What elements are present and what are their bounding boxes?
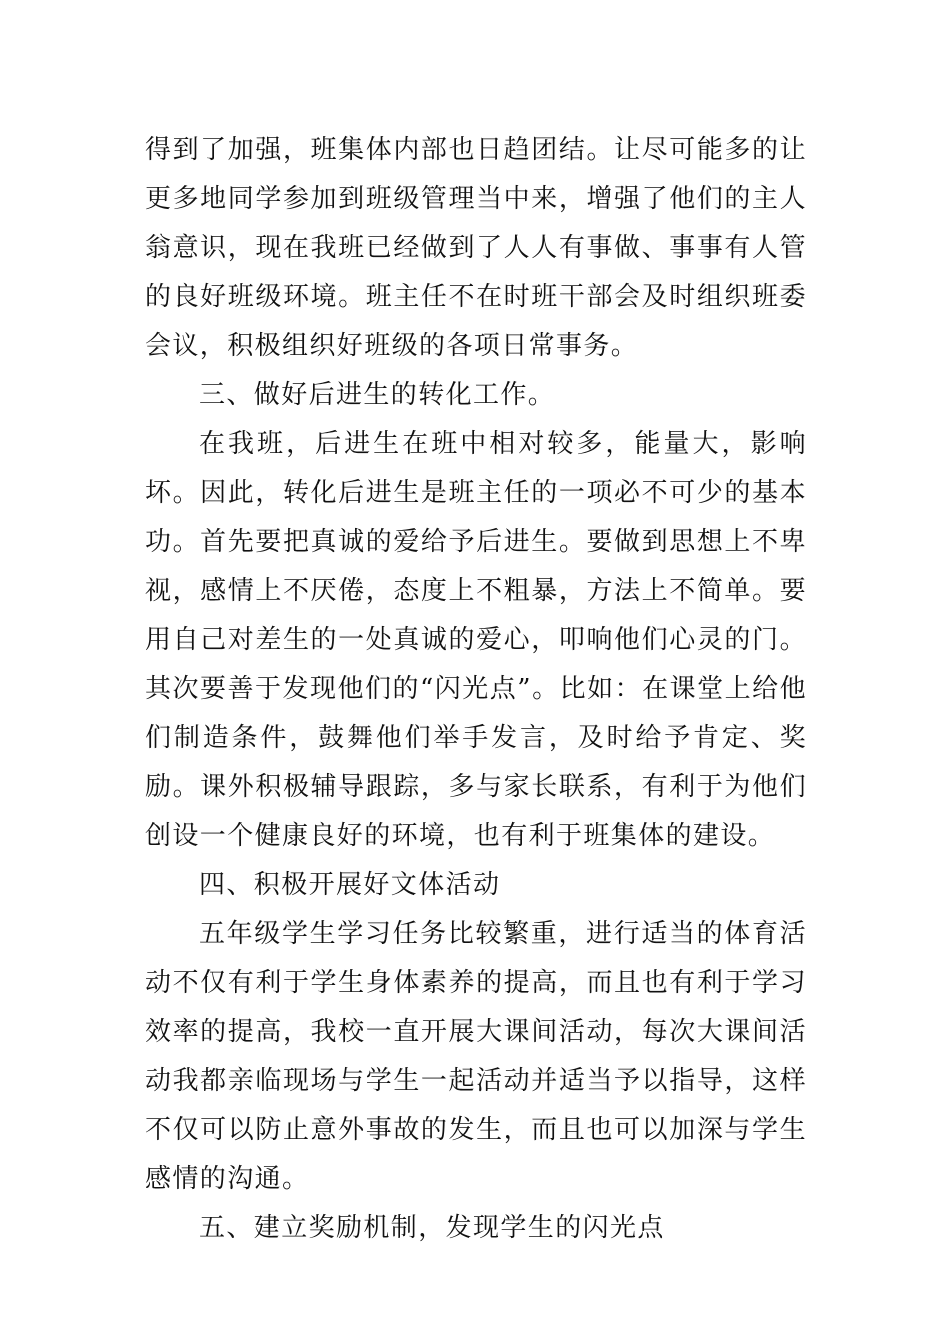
section-heading-3: 三、做好后进生的转化工作。 [199, 380, 556, 410]
paragraph-sports-activities: 五年级学生学习任务比较繁重，进行适当的体育活动不仅有利于学生身体素养的提高，而且也有利于学习效率的提高，我校一直开展大课间活动，每次大课间活动我都亲临现场与学生一起活动并适当予以指导，这样不仅可以防止意外事故的发生，而且也可以加深与学生感情的沟通。 [145, 919, 807, 1194]
paragraph-continuation: 得到了加强，班集体内部也日趋团结。让尽可能多的让更多地同学参加到班级管理当中来，增强了他们的主人翁意识，现在我班已经做到了人人有事做、事事有人管的良好班级环境。班主任不在时班干部会及时组织班委会议，积极组织好班级的各项日常事务。 [145, 135, 807, 361]
section-heading-5: 五、建立奖励机制，发现学生的闪光点 [199, 1213, 665, 1243]
document-body [145, 126, 807, 1253]
section-heading-4: 四、积极开展好文体活动 [199, 870, 501, 900]
paragraph-backward-students: 在我班，后进生在班中相对较多，能量大，影响坏。因此，转化后进生是班主任的一项必不可少的基本功。首先要把真诚的爱给予后进生。要做到思想上不卑视，感情上不厌倦，态度上不粗暴，方法上不简单。要用自己对差生的一处真诚的爱心，叩响他们心灵的门。其次要善于发现他们的“闪光点”。比如：在课堂上给他们制造条件，鼓舞他们举手发言，及时给予肯定、奖励。课外积极辅导跟踪，多与家长联系，有利于为他们创设一个健康良好的环境，也有利于班集体的建设。 [145, 429, 807, 851]
